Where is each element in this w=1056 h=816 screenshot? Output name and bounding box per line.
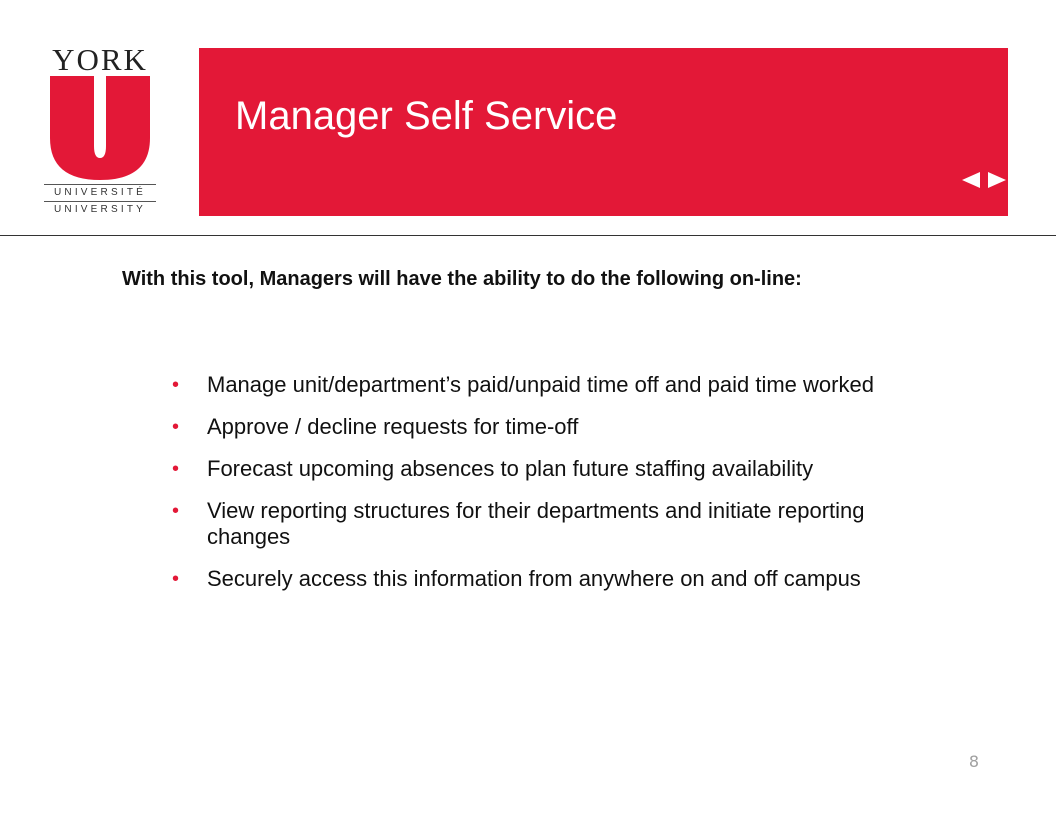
logo-divider — [44, 201, 156, 202]
slide-navigation — [962, 172, 1006, 193]
title-banner — [199, 48, 1008, 216]
feature-list — [172, 372, 912, 608]
logo-universite-text: UNIVERSITÉ — [53, 187, 146, 198]
list-item-text: Securely access this information from anywhere on and off campus — [207, 566, 861, 591]
logo-wordmark: YORK — [52, 42, 148, 77]
logo-u-letter — [44, 76, 156, 182]
logo-divider — [44, 184, 156, 185]
page-title: Manager Self Service — [235, 94, 618, 138]
previous-slide-icon[interactable] — [962, 172, 980, 193]
list-item — [172, 372, 912, 398]
bullet-icon: • — [172, 568, 180, 590]
bullet-icon: • — [172, 416, 180, 438]
york-university-logo — [44, 44, 156, 220]
bullet-icon: • — [172, 500, 180, 522]
list-item-text: View reporting structures for their departments and initiate reporting changes — [207, 498, 865, 549]
next-slide-icon[interactable] — [988, 172, 1006, 193]
header-divider — [0, 235, 1056, 236]
intro-text: With this tool, Managers will have the ability to do the following on-line: — [122, 268, 802, 290]
list-item-text: Forecast upcoming absences to plan future staffing availability — [207, 456, 814, 481]
list-item — [172, 498, 912, 550]
list-item — [172, 414, 912, 440]
page-number: 8 — [968, 752, 980, 771]
bullet-icon: • — [172, 374, 180, 396]
list-item-text: Approve / decline requests for time-off — [207, 414, 579, 439]
list-item — [172, 456, 912, 482]
bullet-icon: • — [172, 458, 180, 480]
list-item — [172, 566, 912, 592]
logo-university-text: UNIVERSITY — [53, 204, 146, 215]
list-item-text: Manage unit/department’s paid/unpaid time off and paid time worked — [207, 372, 874, 397]
